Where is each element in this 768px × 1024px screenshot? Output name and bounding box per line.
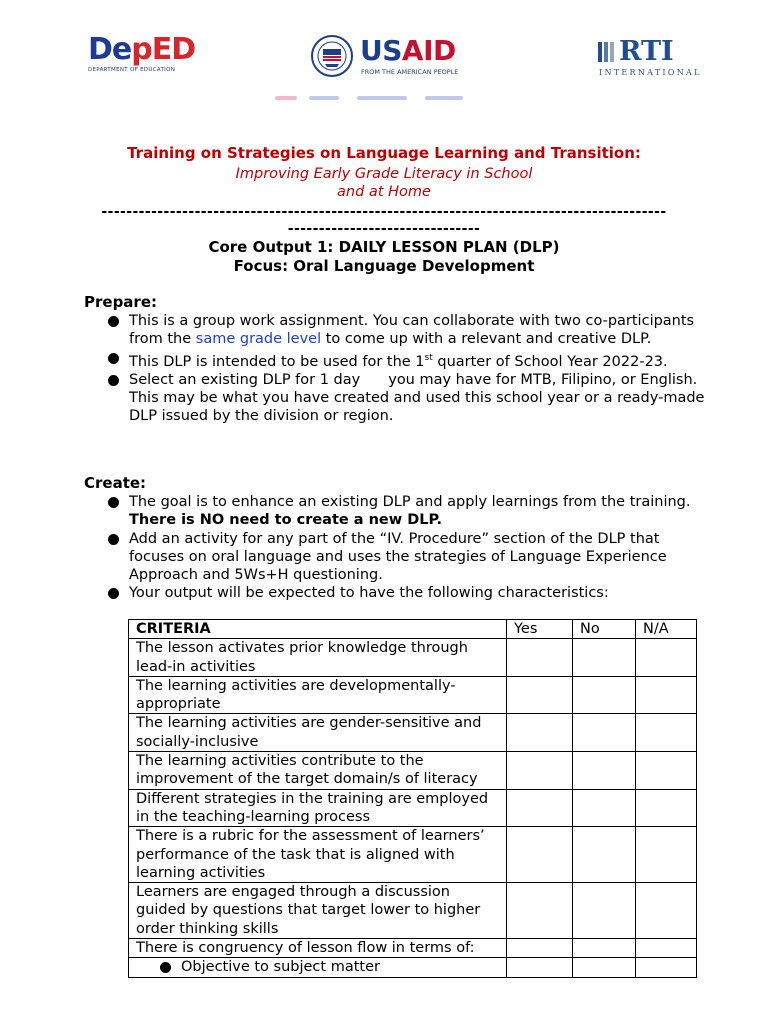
no-cell[interactable]	[573, 676, 636, 714]
list-item	[108, 530, 708, 585]
prepare-item3-text: Select an existing DLP for 1 day	[129, 371, 361, 388]
bullet-icon	[108, 534, 119, 545]
no-cell[interactable]	[573, 752, 636, 790]
create-item2-text: Add an activity for any part of the “IV. Procedure” section of the DLP that focuses on oral language and uses the strategies of Language Experience Approach and 5Ws+H questioning.	[129, 530, 667, 584]
table-row	[129, 939, 697, 958]
superscript: st	[424, 352, 433, 363]
yes-cell[interactable]	[507, 789, 573, 827]
yes-cell[interactable]	[507, 883, 573, 939]
no-cell[interactable]	[573, 639, 636, 677]
na-cell[interactable]	[636, 714, 697, 752]
prepare-item2-text-end: quarter of School Year 2022-23.	[432, 353, 668, 370]
yes-cell[interactable]	[507, 714, 573, 752]
table-row	[129, 883, 697, 939]
create-list	[108, 493, 708, 603]
usaid-logo-subtitle: FROM THE AMERICAN PEOPLE	[361, 68, 459, 76]
deped-logo-subtitle: DEPARTMENT OF EDUCATION	[88, 67, 176, 73]
core-output-heading: Core Output 1: DAILY LESSON PLAN (DLP)	[208, 238, 560, 256]
bullet-icon	[108, 353, 119, 364]
yes-header: Yes	[507, 620, 573, 639]
prepare-item2-text: This DLP is intended to be used for the 1	[129, 353, 425, 370]
na-cell[interactable]	[636, 752, 697, 790]
list-item	[108, 584, 708, 602]
na-cell[interactable]	[636, 639, 697, 677]
logo-bar	[0, 30, 768, 90]
yes-cell[interactable]	[507, 827, 573, 883]
na-cell[interactable]	[636, 827, 697, 883]
prepare-item3-text-end: you may have for MTB, Filipino, or English. This may be what you have created and used this school year or a ready-made DLP issued by the division or region.	[129, 371, 705, 425]
list-item	[108, 349, 708, 371]
criteria-header: CRITERIA	[129, 620, 507, 639]
bullet-icon	[108, 588, 119, 599]
same-grade-level-text: same grade level	[195, 331, 322, 348]
na-header: N/A	[636, 620, 697, 639]
deped-logo-text-b: pED	[131, 32, 196, 67]
na-cell[interactable]	[636, 676, 697, 714]
table-row	[129, 714, 697, 752]
criteria-cell: There is congruency of lesson flow in terms of:	[129, 939, 507, 958]
no-header: No	[573, 620, 636, 639]
no-cell[interactable]	[573, 939, 636, 958]
table-row	[129, 752, 697, 790]
no-cell[interactable]	[573, 714, 636, 752]
list-item	[108, 493, 708, 530]
no-cell[interactable]	[573, 958, 636, 977]
faint-banner-remnant	[275, 96, 495, 102]
rti-mark-icon	[597, 40, 619, 64]
prepare-item1-text: This is a group work assignment. You can collaborate with two co-participants from the	[129, 313, 695, 348]
document-subtitle-line2: and at Home	[337, 184, 431, 200]
table-header-row	[129, 620, 697, 639]
no-cell[interactable]	[573, 827, 636, 883]
document-subtitle-line1: Improving Early Grade Literacy in School	[235, 166, 533, 182]
criteria-table	[128, 619, 697, 978]
document-title: Training on Strategies on Language Learning and Transition:	[127, 144, 641, 162]
table-row	[129, 958, 697, 977]
prepare-list	[108, 312, 708, 426]
no-cell[interactable]	[573, 883, 636, 939]
criteria-cell: The learning activities contribute to the improvement of the target domain/s of literacy	[129, 752, 507, 790]
deped-logo	[88, 34, 213, 82]
usaid-logo-text-b: AID	[401, 34, 456, 67]
usaid-logo-text-a: US	[360, 34, 402, 67]
na-cell[interactable]	[636, 958, 697, 977]
table-row	[129, 789, 697, 827]
create-item3-text: Your output will be expected to have the following characteristics:	[129, 585, 609, 602]
criteria-cell: The learning activities are gender-sensitive and socially-inclusive	[129, 714, 507, 752]
deped-logo-text-a: De	[88, 32, 132, 67]
criteria-cell: The lesson activates prior knowledge through lead-in activities	[129, 639, 507, 677]
divider-line-1: -------------------------------------------------------------------------------------------	[101, 204, 667, 220]
na-cell[interactable]	[636, 883, 697, 939]
table-row	[129, 827, 697, 883]
prepare-heading: Prepare:	[84, 293, 157, 311]
create-heading: Create:	[84, 474, 147, 492]
bullet-icon	[160, 962, 171, 973]
sub-item-text: Objective to subject matter	[181, 959, 380, 976]
na-cell[interactable]	[636, 939, 697, 958]
yes-cell[interactable]	[507, 676, 573, 714]
bullet-icon	[108, 375, 119, 386]
rti-logo-text: RTI	[619, 36, 674, 67]
bullet-icon	[108, 497, 119, 508]
table-row	[129, 639, 697, 677]
yes-cell[interactable]	[507, 639, 573, 677]
create-item1-bold: There is NO need to create a new DLP.	[129, 512, 442, 529]
no-cell[interactable]	[573, 789, 636, 827]
focus-heading: Focus: Oral Language Development	[233, 257, 535, 275]
yes-cell[interactable]	[507, 752, 573, 790]
usaid-logo	[310, 34, 470, 82]
criteria-cell: The learning activities are developmentally-appropriate	[129, 676, 507, 714]
criteria-cell: There is a rubric for the assessment of learners’ performance of the task that is aligned with learning activities	[129, 827, 507, 883]
criteria-subitem-cell	[129, 958, 507, 977]
rti-logo-subtitle: INTERNATIONAL	[599, 68, 702, 77]
yes-cell[interactable]	[507, 939, 573, 958]
criteria-cell: Different strategies in the training are employed in the teaching-learning process	[129, 789, 507, 827]
prepare-item1-text-end: to come up with a relevant and creative DLP.	[321, 331, 652, 348]
yes-cell[interactable]	[507, 958, 573, 977]
divider-line-2: -------------------------------	[287, 221, 481, 237]
rti-logo	[597, 36, 702, 80]
criteria-cell: Learners are engaged through a discussion guided by questions that target lower to higher order thinking skills	[129, 883, 507, 939]
bullet-icon	[108, 316, 119, 327]
create-item1-text: The goal is to enhance an existing DLP and apply learnings from the training.	[129, 494, 691, 510]
list-item	[108, 312, 708, 349]
usaid-seal-icon	[310, 34, 354, 78]
table-row	[129, 676, 697, 714]
list-item	[108, 371, 708, 426]
na-cell[interactable]	[636, 789, 697, 827]
